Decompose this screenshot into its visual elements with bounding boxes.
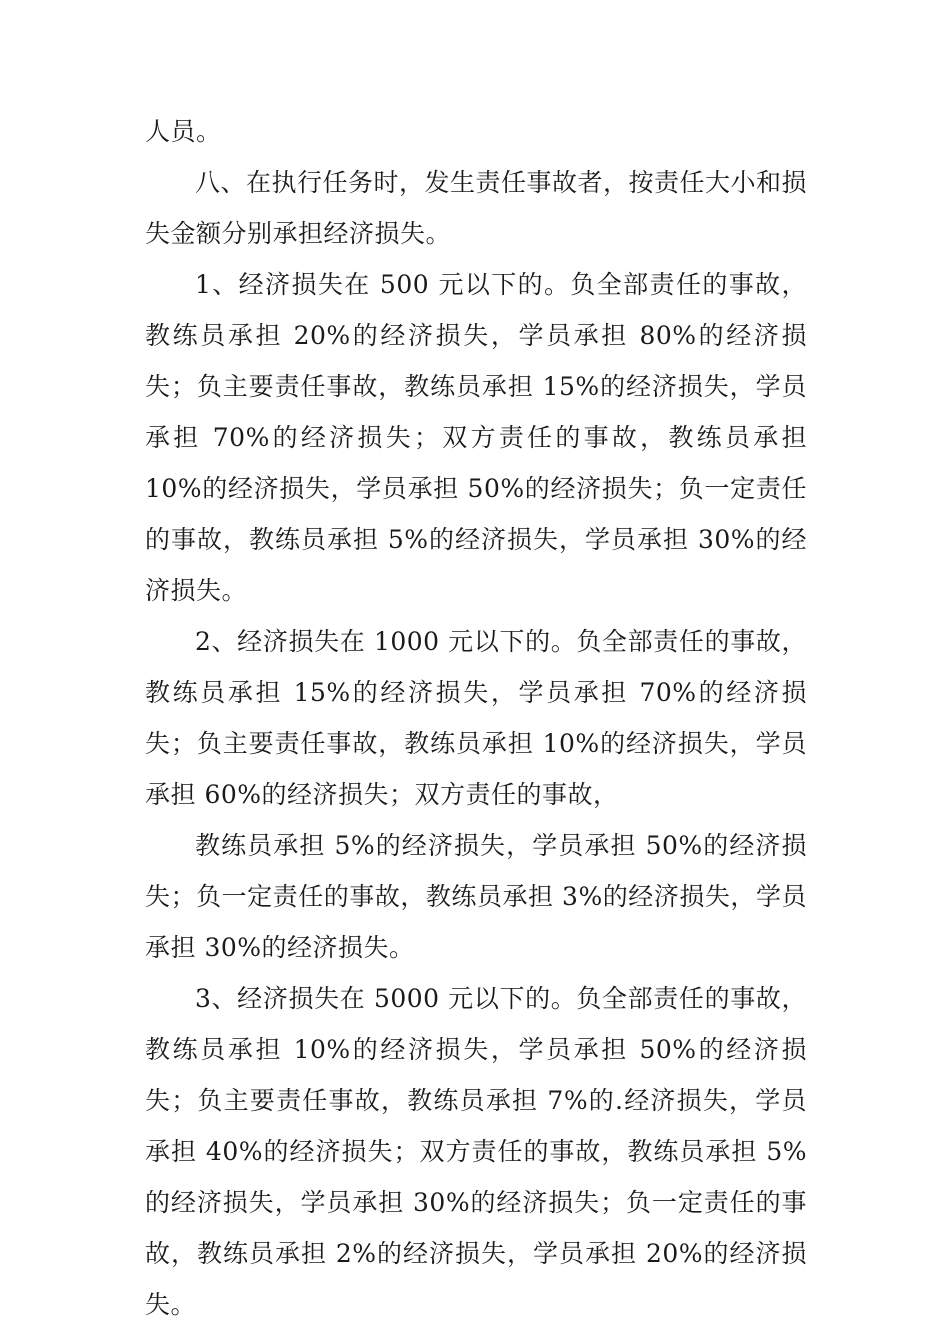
paragraph-item-2-continued: 教练员承担 5%的经济损失，学员承担 50%的经济损失；负一定责任的事故，教练员承担 3%的经济损失，学员承担 30%的经济损失。 <box>145 831 807 962</box>
paragraph-item-1: 1、经济损失在 500 元以下的。负全部责任的事故，教练员承担 20%的经济损失，学员承担 80%的经济损失；负主要责任事故，教练员承担 15%的经济损失，学员承担 70%的经济损失；双方责任的事故，教练员承担 10%的经济损失，学员承担 50%的经济损失；负一定责任的事故，教练员承担 5%的经济损失，学员承担 30%的经济损失。 <box>145 270 807 605</box>
paragraph-item-3: 3、经济损失在 5000 元以下的。负全部责任的事故，教练员承担 10%的经济损失，学员承担 50%的经济损失；负主要责任事故，教练员承担 7%的.经济损失，学员承担 40%的经济损失；双方责任的事故，教练员承担 5%的经济损失，学员承担 30%的经济损失；负一定责任的事故，教练员承担 2%的经济损失，学员承担 20%的经济损失。 <box>145 984 807 1319</box>
document-body <box>145 106 807 1330</box>
paragraph-continuation: 人员。 <box>145 117 222 146</box>
paragraph-section-eight: 八、在执行任务时，发生责任事故者，按责任大小和损失金额分别承担经济损失。 <box>145 168 808 248</box>
paragraph-item-2: 2、经济损失在 1000 元以下的。负全部责任的事故，教练员承担 15%的经济损失，学员承担 70%的经济损失；负主要责任事故，教练员承担 10%的经济损失，学员承担 60%的经济损失；双方责任的事故， <box>145 627 807 809</box>
